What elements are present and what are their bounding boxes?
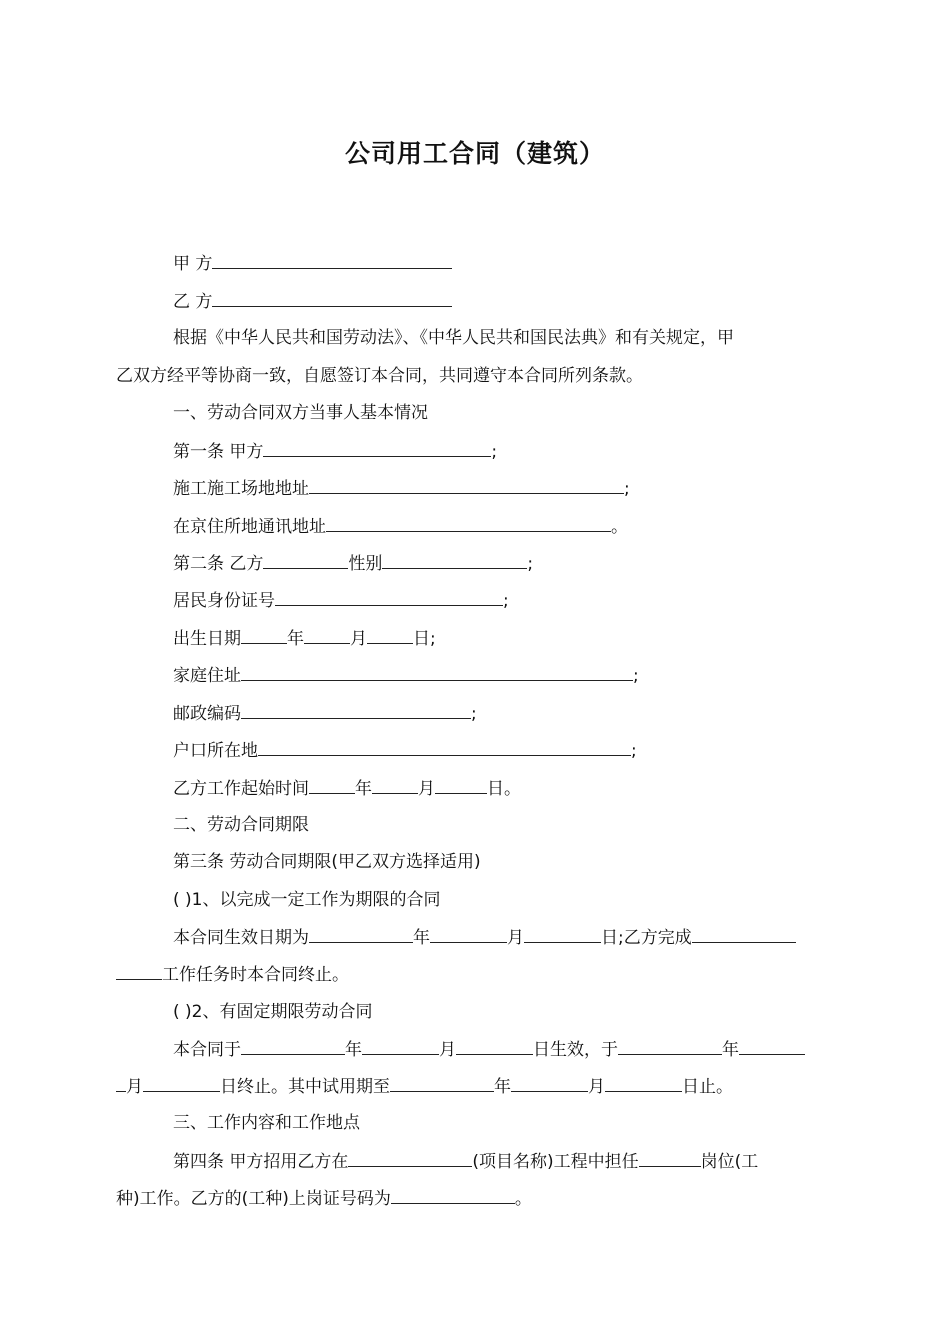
project-name-blank[interactable] xyxy=(348,1151,472,1167)
article-4-line-2 xyxy=(116,1188,532,1209)
start-time-label: 乙方工作起始时间 xyxy=(173,779,309,799)
dob-year-blank[interactable] xyxy=(241,628,287,644)
start-time-line xyxy=(173,778,521,799)
year-label: 年 xyxy=(345,1040,362,1060)
period: 。 xyxy=(504,779,521,799)
gender-label: 性别 xyxy=(348,554,383,574)
id-number-blank[interactable] xyxy=(275,590,503,606)
probation-month-blank[interactable] xyxy=(511,1076,588,1092)
id-number-label: 居民身份证号 xyxy=(173,591,275,611)
start-year-blank[interactable] xyxy=(309,778,355,794)
article-1-line xyxy=(173,441,497,462)
certificate-label: 种)工作。乙方的(工种)上岗证号码为 xyxy=(116,1189,391,1209)
home-address-line xyxy=(173,665,639,686)
year-label: 年 xyxy=(355,779,372,799)
semicolon: ; xyxy=(430,629,436,649)
start-day-blank[interactable] xyxy=(456,1039,533,1055)
probation-day-blank[interactable] xyxy=(605,1076,682,1092)
option-2-body-line-2 xyxy=(116,1076,733,1097)
probation-end-label: 日止。 xyxy=(682,1077,733,1097)
project-role-label: (项目名称)工程中担任 xyxy=(472,1152,639,1172)
start-month-blank[interactable] xyxy=(372,778,418,794)
party-a-label: 甲 方 xyxy=(173,254,213,274)
article-4-label: 第四条 甲方招用乙方在 xyxy=(173,1152,349,1172)
beijing-address-blank[interactable] xyxy=(326,516,611,532)
start-day-blank[interactable] xyxy=(435,778,487,794)
home-address-blank[interactable] xyxy=(241,665,633,681)
hukou-line xyxy=(173,740,637,761)
site-address-line xyxy=(173,478,630,499)
effective-month-blank[interactable] xyxy=(430,927,507,943)
year-label: 年 xyxy=(287,629,304,649)
party-a-line xyxy=(173,253,452,274)
effective-label: 日生效，于 xyxy=(533,1040,618,1060)
position-blank[interactable] xyxy=(639,1151,701,1167)
position-label: 岗位(工 xyxy=(700,1152,759,1172)
month-label: 月 xyxy=(418,779,435,799)
article-4-line-1 xyxy=(173,1151,758,1172)
semicolon: ; xyxy=(527,554,534,574)
dob-label: 出生日期 xyxy=(173,629,241,649)
end-day-blank[interactable] xyxy=(143,1076,220,1092)
section-1-heading: 一、劳动合同双方当事人基本情况 xyxy=(173,403,428,423)
day-label: 日 xyxy=(413,629,430,649)
month-label: 月 xyxy=(126,1077,143,1097)
start-year-blank[interactable] xyxy=(241,1039,345,1055)
year-label: 年 xyxy=(413,928,430,948)
party-a-name-blank[interactable] xyxy=(263,441,491,457)
task-end-label: 工作任务时本合同终止。 xyxy=(162,965,349,985)
article-2-line xyxy=(173,553,533,574)
probation-year-blank[interactable] xyxy=(390,1076,494,1092)
year-label: 年 xyxy=(722,1040,739,1060)
article-2-label: 第二条 乙方 xyxy=(173,554,264,574)
semicolon: ; xyxy=(633,666,639,686)
effective-day-blank[interactable] xyxy=(524,927,601,943)
start-month-blank[interactable] xyxy=(362,1039,439,1055)
semicolon: ; xyxy=(503,591,509,611)
id-number-line xyxy=(173,590,509,611)
month-label: 月 xyxy=(350,629,367,649)
certificate-number-blank[interactable] xyxy=(391,1188,515,1204)
option-1-body-line-2 xyxy=(116,964,349,985)
end-month-blank-1[interactable] xyxy=(739,1039,805,1055)
semicolon: ; xyxy=(624,479,630,499)
section-3-heading: 三、工作内容和工作地点 xyxy=(173,1113,360,1133)
article-1-label: 第一条 甲方 xyxy=(173,442,264,462)
postcode-label: 邮政编码 xyxy=(173,704,241,724)
task-blank-2[interactable] xyxy=(116,964,162,980)
option-1-body-line-1 xyxy=(173,927,796,948)
end-month-blank-2[interactable] xyxy=(116,1076,126,1092)
option-1-line: ( )1、以完成一定工作为期限的合同 xyxy=(173,890,441,910)
article-3-line: 第三条 劳动合同期限(甲乙双方选择适用) xyxy=(173,852,481,872)
beijing-address-label: 在京住所地通讯地址 xyxy=(173,517,326,537)
effective-date-label: 本合同生效日期为 xyxy=(173,928,309,948)
semicolon: ; xyxy=(631,741,637,761)
section-2-heading: 二、劳动合同期限 xyxy=(173,815,309,835)
site-address-label: 施工施工场地地址 xyxy=(173,479,309,499)
postcode-blank[interactable] xyxy=(241,703,471,719)
day-label: 日 xyxy=(487,779,504,799)
option-2-body-line-1 xyxy=(173,1039,805,1060)
semicolon: ; xyxy=(491,442,498,462)
postcode-line xyxy=(173,703,477,724)
task-blank-1[interactable] xyxy=(692,927,796,943)
gender-blank[interactable] xyxy=(382,553,527,569)
party-a-blank[interactable] xyxy=(212,253,452,269)
hukou-blank[interactable] xyxy=(258,740,631,756)
end-year-blank[interactable] xyxy=(618,1039,722,1055)
party-b-line xyxy=(173,291,452,312)
intro-line-2: 乙双方经平等协商一致，自愿签订本合同，共同遵守本合同所列条款。 xyxy=(116,366,643,386)
effective-year-blank[interactable] xyxy=(309,927,413,943)
month-label: 月 xyxy=(439,1040,456,1060)
party-b-blank[interactable] xyxy=(212,291,452,307)
period: 。 xyxy=(611,517,628,537)
site-address-blank[interactable] xyxy=(309,478,624,494)
party-b-label: 乙 方 xyxy=(173,292,213,312)
probation-label: 日终止。其中试用期至 xyxy=(220,1077,390,1097)
period: 。 xyxy=(514,1189,532,1209)
option-2-line: ( )2、有固定期限劳动合同 xyxy=(173,1002,373,1022)
completion-label: 日;乙方完成 xyxy=(601,928,692,948)
intro-line-1: 根据《中华人民共和国劳动法》、《中华人民共和国民法典》和有关规定，甲 xyxy=(173,328,734,348)
dob-day-blank[interactable] xyxy=(367,628,413,644)
month-label: 月 xyxy=(507,928,524,948)
semicolon: ; xyxy=(471,704,477,724)
year-label: 年 xyxy=(494,1077,511,1097)
date-of-birth-line xyxy=(173,628,436,649)
dob-month-blank[interactable] xyxy=(304,628,350,644)
party-b-name-blank[interactable] xyxy=(263,553,348,569)
home-address-label: 家庭住址 xyxy=(173,666,241,686)
contract-start-label: 本合同于 xyxy=(173,1040,241,1060)
month-label: 月 xyxy=(588,1077,605,1097)
beijing-address-line xyxy=(173,516,628,537)
page-title: 公司用工合同（建筑） xyxy=(344,139,605,168)
hukou-label: 户口所在地 xyxy=(173,741,258,761)
